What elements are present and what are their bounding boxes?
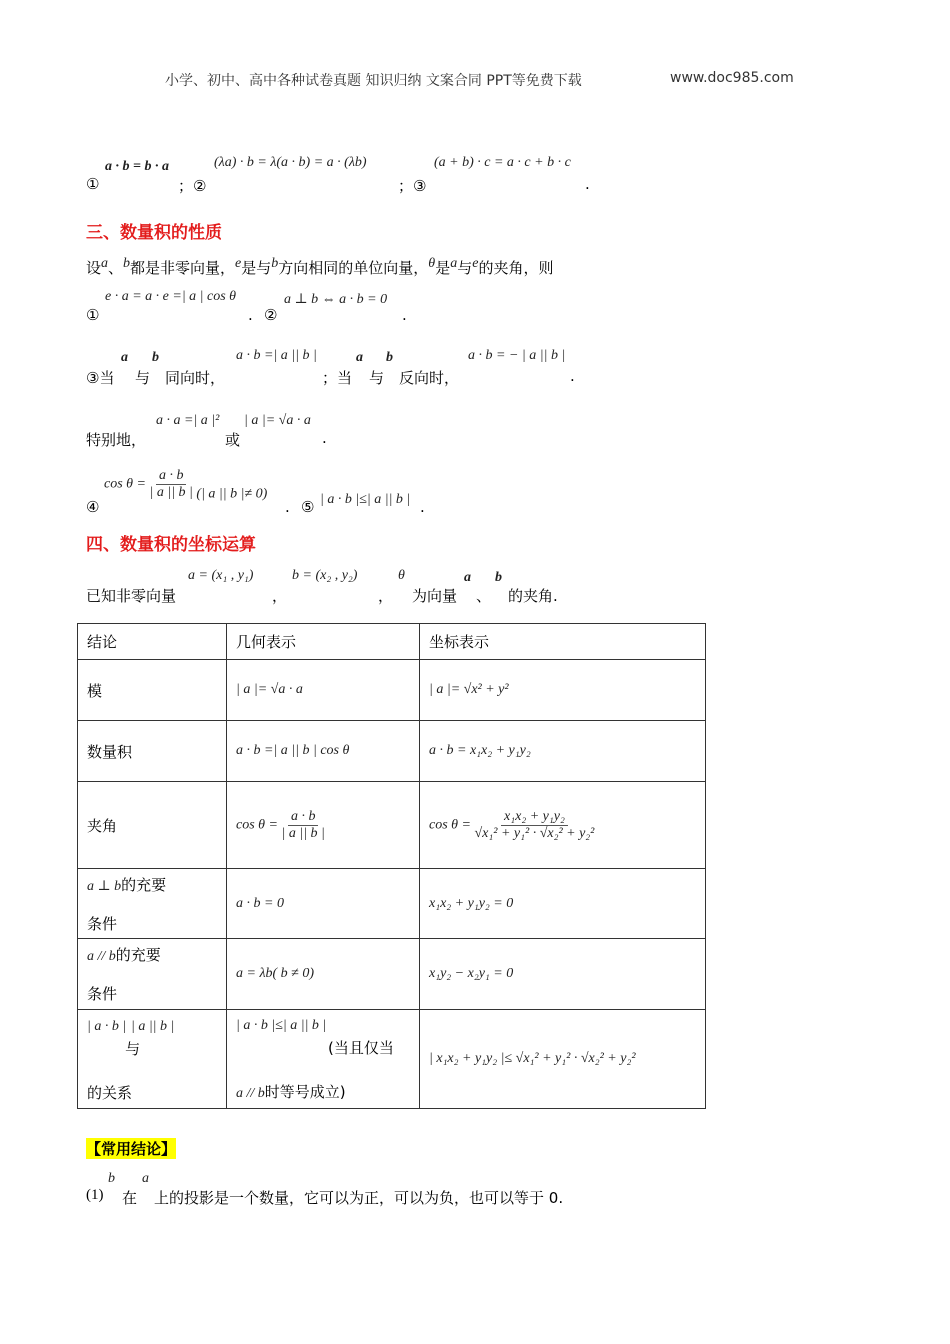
cell: 模	[78, 660, 227, 721]
cell: 数量积	[78, 721, 227, 782]
cell: cos θ = $\frac{a \cdot b}{| a || b |}$	[227, 782, 420, 869]
law-formula-3: (a + b) · c = a · c + b · c	[434, 155, 571, 170]
prop-dot: .	[322, 429, 327, 447]
cell: | a · b | | a || b | 与 的关系	[78, 1010, 227, 1109]
text: 或	[225, 431, 241, 449]
cell: 夹角	[78, 782, 227, 869]
text: 反向时，	[399, 369, 460, 387]
law-num-1: ①	[86, 175, 100, 193]
header-cell: 结论	[78, 624, 227, 660]
text: ，	[378, 587, 394, 605]
table-row	[78, 1010, 706, 1109]
prop-dot: .	[402, 306, 407, 324]
cell: | a |= √a · a	[227, 660, 420, 721]
vector-b-coords: b = (x₂ , y₂)	[292, 568, 358, 583]
cell: | a |= √x² + y²	[420, 660, 706, 721]
vector-b: b	[152, 350, 159, 365]
vector-a: a	[464, 570, 471, 585]
prop-num-5: ⑤	[301, 498, 315, 516]
text: 已知非零向量	[86, 587, 177, 605]
vector-a: a	[121, 350, 128, 365]
section-3-intro: 设$^a$、$^b$都是非零向量，$^e$是与$^b$方向相同的单位向量，$^\theta$是$^a$与$^e$的夹角，则	[86, 256, 554, 277]
law-sep-1: ；②	[178, 177, 207, 195]
prop-formula-1: e · a = a · e =| a | cos θ	[105, 289, 237, 304]
cell: a · b = x₁x₂ + y₁y₂	[420, 721, 706, 782]
vector-a-coords: a = (x₁ , y₁)	[188, 568, 254, 583]
conclusion-text: 上的投影是一个数量，它可以为正，可以为负，也可以等于 0.	[154, 1189, 564, 1207]
text: ；当	[322, 369, 353, 387]
law-end: .	[585, 175, 590, 193]
prop-num-1: ①	[86, 306, 100, 324]
theta: θ	[398, 568, 405, 583]
header-url[interactable]: www.doc985.com	[670, 70, 794, 86]
cell: a · b = 0	[227, 869, 420, 939]
cell: a = λb( b ≠ 0)	[227, 939, 420, 1010]
vector-b: b	[495, 570, 502, 585]
prop-formula-5: | a · b |≤| a || b |	[320, 492, 411, 507]
prop-formula-3b: a · b = − | a || b |	[468, 348, 566, 363]
prop-dot: .	[285, 498, 290, 516]
text: 特别地，	[86, 431, 147, 449]
text: 的夹角.	[508, 587, 558, 605]
text: 、	[476, 587, 492, 605]
text: ，	[272, 587, 288, 605]
special-formula-1: a · a =| a |²	[156, 413, 220, 428]
prop-num-4: ④	[86, 498, 100, 516]
cell: cos θ = $\frac{\text{x₁x₂ + y₁y₂}}{\text{√x₁² + y₁² · √x₂² + y₂²}}$	[420, 782, 706, 869]
header-cell: 坐标表示	[420, 624, 706, 660]
cell: x₁x₂ + y₁y₂ = 0	[420, 869, 706, 939]
table-row	[78, 869, 706, 939]
cell: a ⊥ b的充要 条件	[78, 869, 227, 939]
text: 在	[122, 1189, 138, 1207]
prop-num-3: ③当	[86, 369, 115, 387]
table-header-row	[78, 624, 706, 660]
common-conclusions-tag: 【常用结论】	[86, 1140, 177, 1158]
header-cell: 几何表示	[227, 624, 420, 660]
prop-dot: .	[248, 306, 253, 324]
table-row	[78, 939, 706, 1010]
cell: a // b的充要 条件	[78, 939, 227, 1010]
prop-formula-2: a ⊥ b ⇔ a · b = 0	[284, 292, 388, 307]
cell: | x₁x₂ + y₁y₂ |≤ √x₁² + y₁² · √x₂² + y₂²	[420, 1010, 706, 1109]
prop-num-2: ②	[264, 306, 278, 324]
table-row	[78, 660, 706, 721]
law-formula-1: a · b = b · a	[105, 159, 169, 174]
section-3-title: 三、数量积的性质	[86, 223, 222, 243]
coordinate-table	[77, 623, 706, 1109]
text: 与	[369, 369, 385, 387]
law-sep-2: ；③	[398, 177, 427, 195]
table-row	[78, 782, 706, 869]
cos-formula: cos θ = $\frac{a \cdot b}{| a || b |}$ (| a || b |≠ 0)	[104, 468, 268, 502]
prop-dot: .	[570, 367, 575, 385]
header-text: 小学、初中、高中各种试卷真题 知识归纳 文案合同 PPT等免费下载	[165, 73, 582, 89]
vector-a: a	[142, 1171, 149, 1186]
vector-a: a	[356, 350, 363, 365]
text: 为向量	[412, 587, 458, 605]
vector-b: b	[386, 350, 393, 365]
cell: | a · b |≤| a || b | (当且仅当 a // b时等号成立)	[227, 1010, 420, 1109]
prop-formula-3a: a · b =| a || b |	[236, 348, 317, 363]
cell: x₁y₂ − x₂y₁ = 0	[420, 939, 706, 1010]
vector-b: b	[108, 1171, 115, 1186]
table-row	[78, 721, 706, 782]
text: 与	[135, 369, 151, 387]
prop-dot: .	[420, 498, 425, 516]
text: 同向时，	[165, 369, 226, 387]
section-4-title: 四、数量积的坐标运算	[86, 535, 256, 555]
special-formula-2: | a |= √a · a	[244, 413, 311, 428]
law-formula-2: (λa) · b = λ(a · b) = a · (λb)	[214, 155, 367, 170]
cell: a · b =| a || b | cos θ	[227, 721, 420, 782]
item-number: (1)	[86, 1187, 104, 1203]
